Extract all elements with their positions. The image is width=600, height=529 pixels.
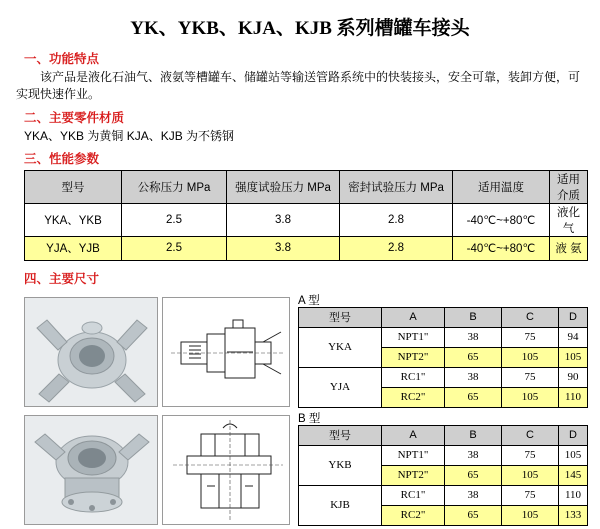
dim-b-model-ykb: YKB: [299, 445, 382, 485]
coupling-drawing-a-illustration: [163, 298, 290, 407]
spec-header-medium: 适用介质: [550, 170, 588, 203]
coupling-drawing-b-illustration: [163, 416, 290, 525]
spec-cell-temperature: -40℃~+80℃: [453, 236, 550, 260]
page-title: YK、YKB、KJA、KJB 系列槽罐车接头: [130, 18, 470, 39]
dim-b-cell-a: RC2": [382, 505, 445, 525]
dim-b-cell-d: 110: [559, 485, 588, 505]
type-a-label: A 型: [298, 294, 320, 307]
spec-cell-seal-test: 2.8: [340, 203, 453, 236]
dim-a-cell-a: RC2": [382, 387, 445, 407]
dim-a-cell-a: RC1": [382, 367, 445, 387]
section-body-materials: YKA、YKB 为黄铜 KJA、KJB 为不锈钢: [24, 128, 235, 143]
dim-b-cell-a: NPT1": [382, 445, 445, 465]
spec-cell-model: YJA、YJB: [25, 236, 122, 260]
dim-a-header-c: C: [502, 307, 559, 327]
dimensions-table-type-b: [298, 425, 588, 526]
dim-a-cell-c: 75: [502, 367, 559, 387]
section-heading-dimensions: 四、主要尺寸: [24, 271, 100, 286]
table-header-row: [25, 170, 588, 203]
dim-a-model-yja: YJA: [299, 367, 382, 407]
dim-b-cell-c: 105: [502, 505, 559, 525]
dim-a-cell-b: 38: [445, 327, 502, 347]
dim-b-cell-d: 145: [559, 465, 588, 485]
dim-b-cell-b: 65: [445, 505, 502, 525]
table-header-row: [299, 425, 588, 445]
spec-cell-temperature: -40℃~+80℃: [453, 203, 550, 236]
technical-drawing-type-a: [162, 297, 290, 407]
dim-a-cell-b: 38: [445, 367, 502, 387]
table-row: [25, 236, 588, 260]
spec-header-model: 型号: [25, 170, 122, 203]
table-row: [25, 203, 588, 236]
dim-b-header-a: A: [382, 425, 445, 445]
type-b-table-wrapper: [298, 425, 588, 526]
dim-b-cell-c: 75: [502, 485, 559, 505]
spec-cell-medium: 液 氨: [550, 236, 588, 260]
performance-parameters-table: [24, 170, 588, 261]
dim-a-cell-b: 65: [445, 387, 502, 407]
dim-a-header-a: A: [382, 307, 445, 327]
dim-b-cell-b: 38: [445, 485, 502, 505]
dim-a-cell-b: 65: [445, 347, 502, 367]
dim-b-cell-d: 133: [559, 505, 588, 525]
dim-b-cell-a: NPT2": [382, 465, 445, 485]
section-heading-materials: 二、主要零件材质: [24, 110, 125, 125]
spec-table-wrapper: [24, 170, 590, 261]
spec-cell-medium: 液化气: [550, 203, 588, 236]
product-photo-type-a: [24, 297, 158, 407]
dimensions-table-type-a: [298, 307, 588, 408]
dim-a-cell-d: 105: [559, 347, 588, 367]
dim-b-header-c: C: [502, 425, 559, 445]
spec-cell-strength-test: 3.8: [227, 236, 340, 260]
spec-header-temperature: 适用温度: [453, 170, 550, 203]
spec-header-strength-test: 强度试验压力 MPa: [227, 170, 340, 203]
dim-a-model-yka: YKA: [299, 327, 382, 367]
spec-cell-nominal-pressure: 2.5: [122, 203, 227, 236]
dim-a-cell-a: NPT2": [382, 347, 445, 367]
table-header-row: [299, 307, 588, 327]
dim-b-cell-d: 105: [559, 445, 588, 465]
dim-b-cell-c: 105: [502, 465, 559, 485]
dim-a-cell-c: 105: [502, 387, 559, 407]
type-a-table-wrapper: [298, 307, 588, 408]
dim-b-model-kjb: KJB: [299, 485, 382, 525]
dim-a-cell-d: 110: [559, 387, 588, 407]
table-row: [299, 485, 588, 505]
dim-b-header-d: D: [559, 425, 588, 445]
dim-b-cell-c: 75: [502, 445, 559, 465]
product-photo-type-b: [24, 415, 158, 525]
spec-cell-nominal-pressure: 2.5: [122, 236, 227, 260]
section-heading-features: 一、功能特点: [24, 52, 100, 66]
dim-a-header-d: D: [559, 307, 588, 327]
table-row: [299, 327, 588, 347]
coupling-photo-b-illustration: [25, 416, 158, 525]
document-page: [0, 13, 600, 529]
dim-b-header-b: B: [445, 425, 502, 445]
dim-a-cell-d: 90: [559, 367, 588, 387]
spec-header-nominal-pressure: 公称压力 MPa: [122, 170, 227, 203]
dim-b-cell-b: 38: [445, 445, 502, 465]
coupling-photo-a-illustration: [25, 298, 158, 407]
dim-a-header-model: 型号: [299, 307, 382, 327]
spec-cell-strength-test: 3.8: [227, 203, 340, 236]
dim-b-cell-b: 65: [445, 465, 502, 485]
dim-b-cell-a: RC1": [382, 485, 445, 505]
dim-a-header-b: B: [445, 307, 502, 327]
technical-drawing-type-b: [162, 415, 290, 525]
dim-a-cell-a: NPT1": [382, 327, 445, 347]
type-b-label: B 型: [298, 412, 321, 425]
spec-cell-model: YKA、YKB: [25, 203, 122, 236]
spec-cell-seal-test: 2.8: [340, 236, 453, 260]
section-body-features: 该产品是液化石油气、液氨等槽罐车、储罐站等输送管路系统中的快装接头，安全可靠，装卸方便，可实现快速作业。: [16, 70, 581, 102]
dim-a-cell-d: 94: [559, 327, 588, 347]
dim-a-cell-c: 75: [502, 327, 559, 347]
dim-a-cell-c: 105: [502, 347, 559, 367]
table-row: [299, 367, 588, 387]
dim-b-header-model: 型号: [299, 425, 382, 445]
spec-header-seal-test: 密封试验压力 MPa: [340, 170, 453, 203]
table-row: [299, 445, 588, 465]
section-heading-performance: 三、性能参数: [24, 151, 100, 166]
